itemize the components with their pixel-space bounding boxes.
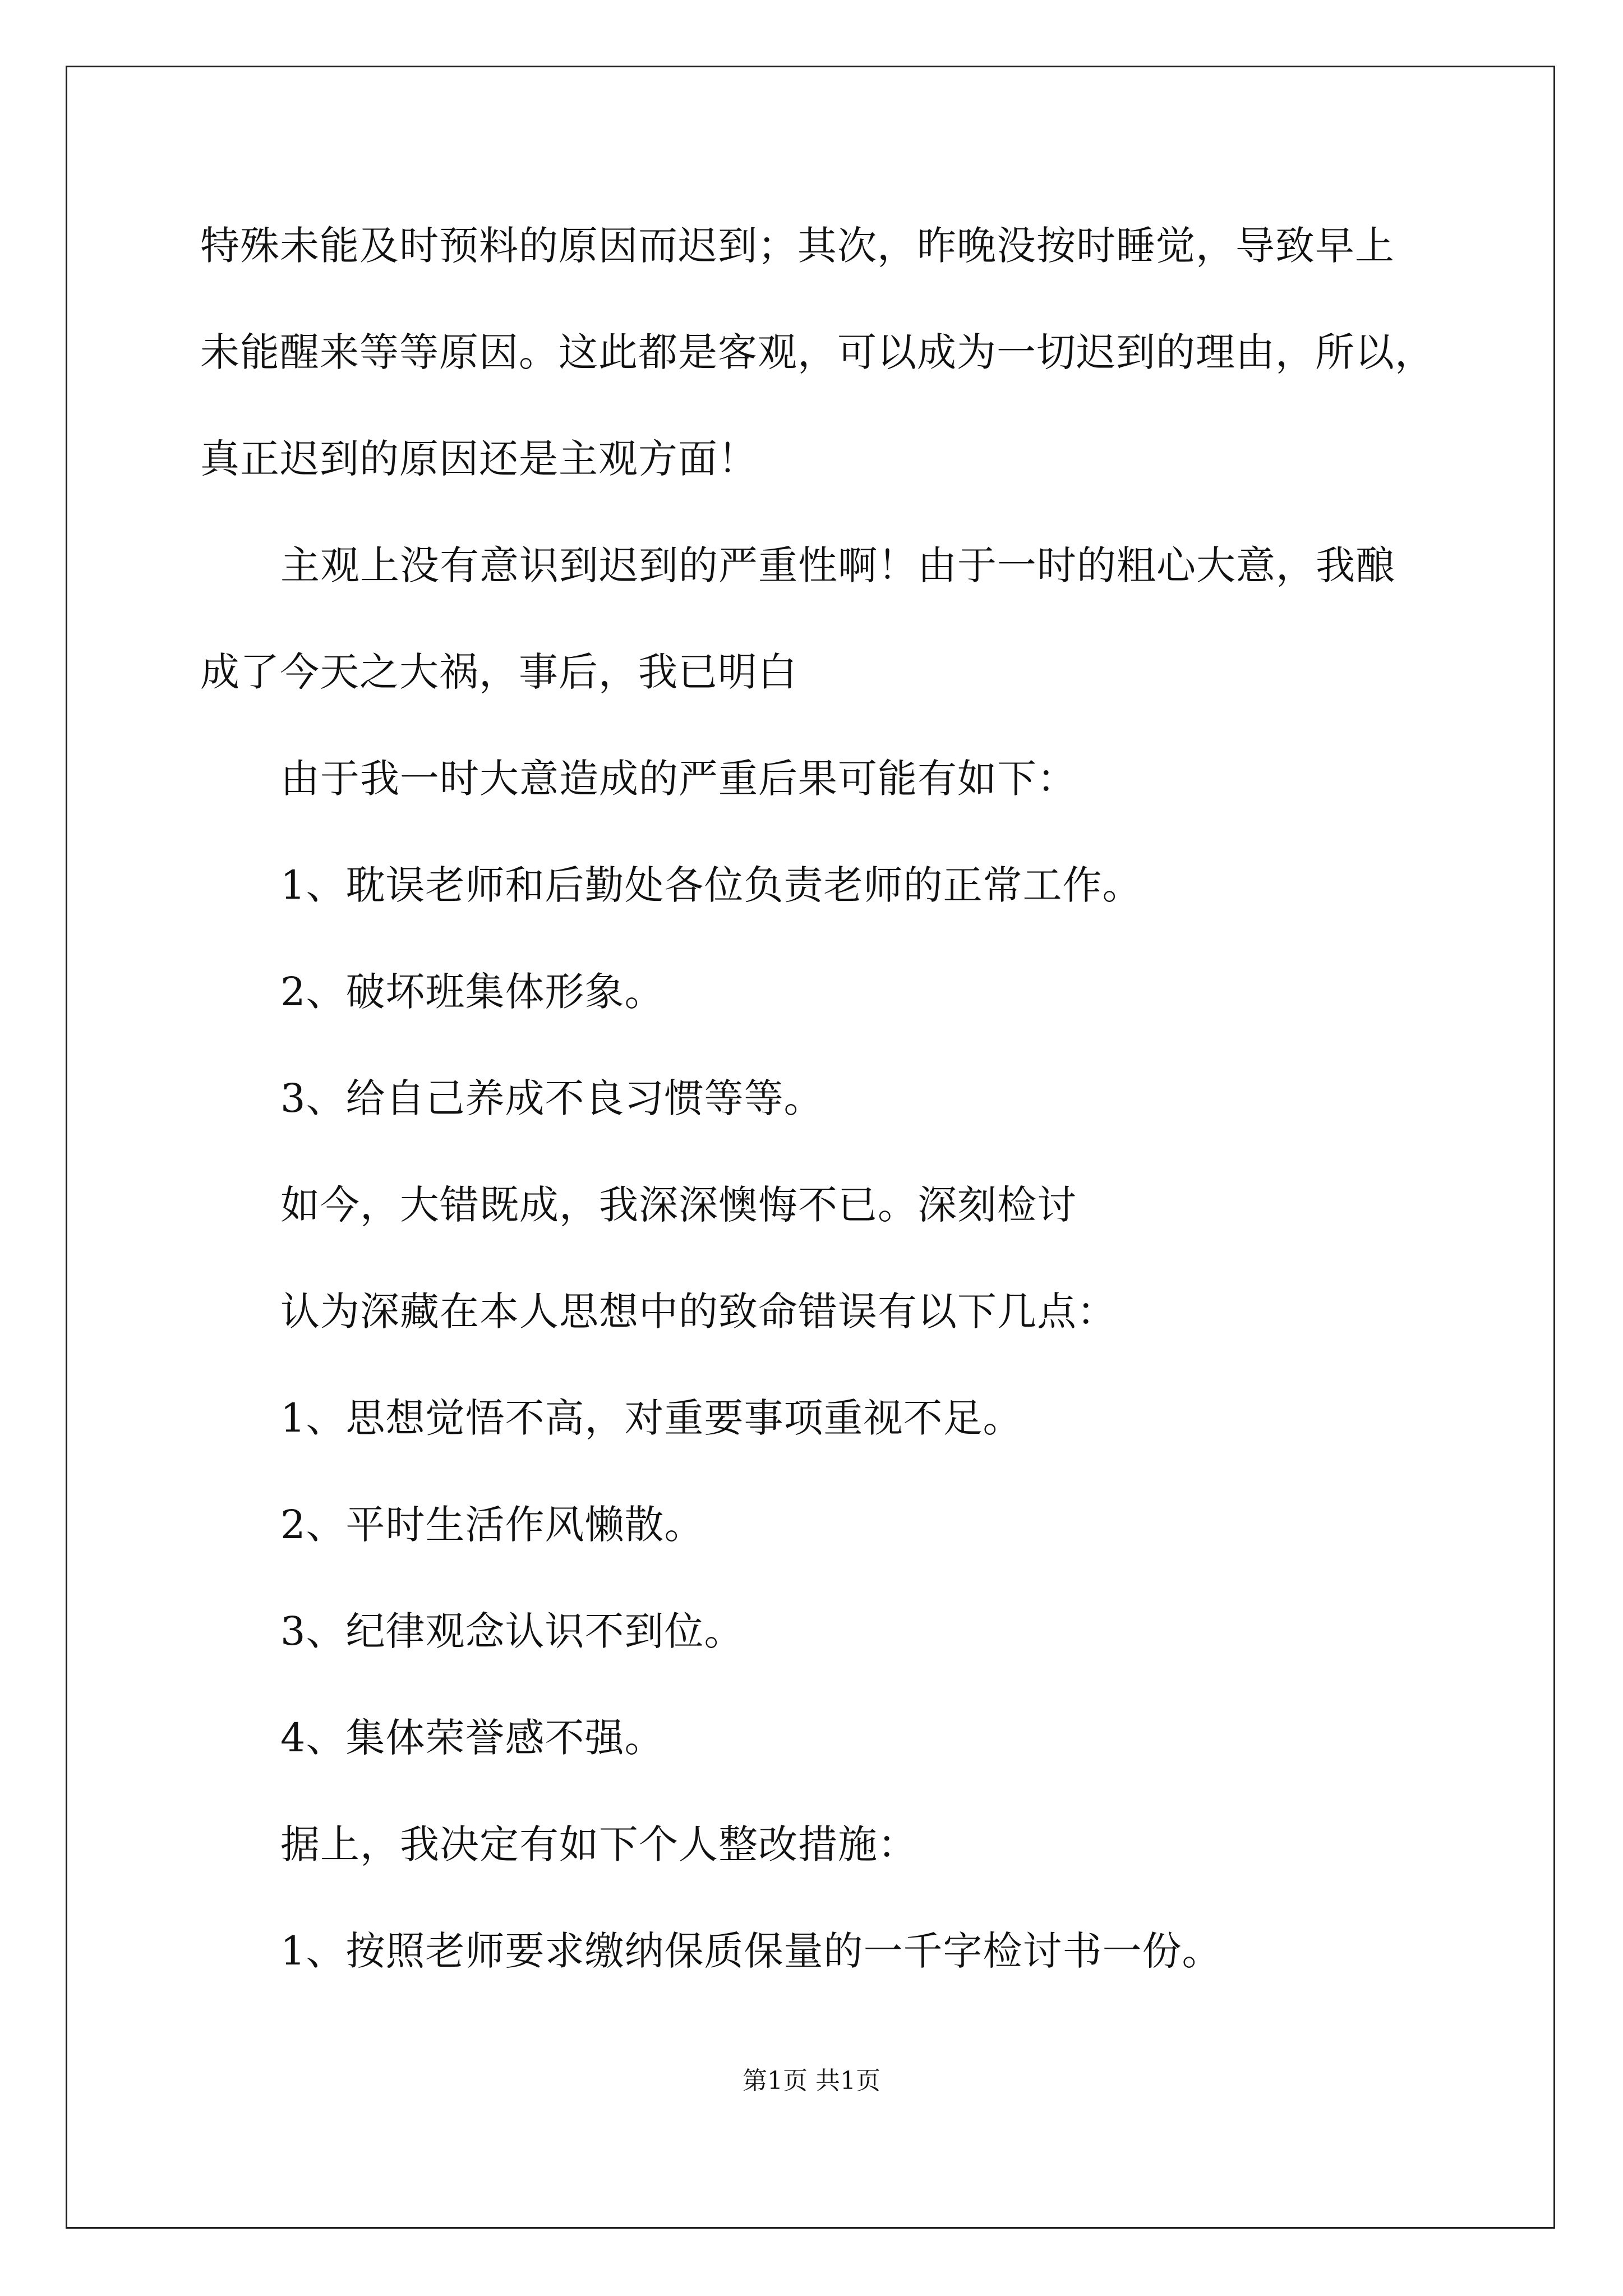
list-item-3: 3、给自己养成不良习惯等等。 (280, 1075, 824, 1121)
list-item-2: 2、破坏班集体形象。 (280, 969, 665, 1015)
text-line-5: 成了今天之大祸，事后，我已明白 (200, 649, 797, 695)
list-item-7: 4、集体荣誉感不强。 (280, 1715, 665, 1761)
page-border (66, 66, 1555, 2229)
text-line-11: 认为深藏在本人思想中的致命错误有以下几点： (280, 1289, 1117, 1335)
text-line-2: 未能醒来等等原因。这此都是客观，可以成为一切迟到的理由，所以， (200, 329, 1435, 375)
list-item-4: 1、思想觉悟不高，对重要事项重视不足。 (280, 1395, 1023, 1441)
list-item-8: 1、按照老师要求缴纳保质保量的一千字检讨书一份。 (280, 1928, 1222, 1974)
list-item-6: 3、纪律观念认识不到位。 (280, 1608, 744, 1654)
text-line-3: 真正迟到的原因还是主观方面！ (200, 436, 758, 482)
text-line-1: 特殊未能及时预料的原因而迟到；其次，昨晚没按时睡觉，导致早上 (200, 223, 1395, 269)
list-item-5: 2、平时生活作风懒散。 (280, 1502, 704, 1548)
list-item-1: 1、耽误老师和后勤处各位负责老师的正常工作。 (280, 862, 1142, 908)
text-line-4: 主观上没有意识到迟到的严重性啊！由于一时的粗心大意，我酿 (280, 542, 1395, 588)
page-footer: 第1页 共1页 (743, 2067, 880, 2095)
text-line-16: 据上，我决定有如下个人整改措施： (280, 1821, 917, 1867)
text-line-6: 由于我一时大意造成的严重后果可能有如下： (280, 756, 1077, 802)
text-line-10: 如今，大错既成，我深深懊悔不已。深刻检讨 (280, 1182, 1077, 1228)
